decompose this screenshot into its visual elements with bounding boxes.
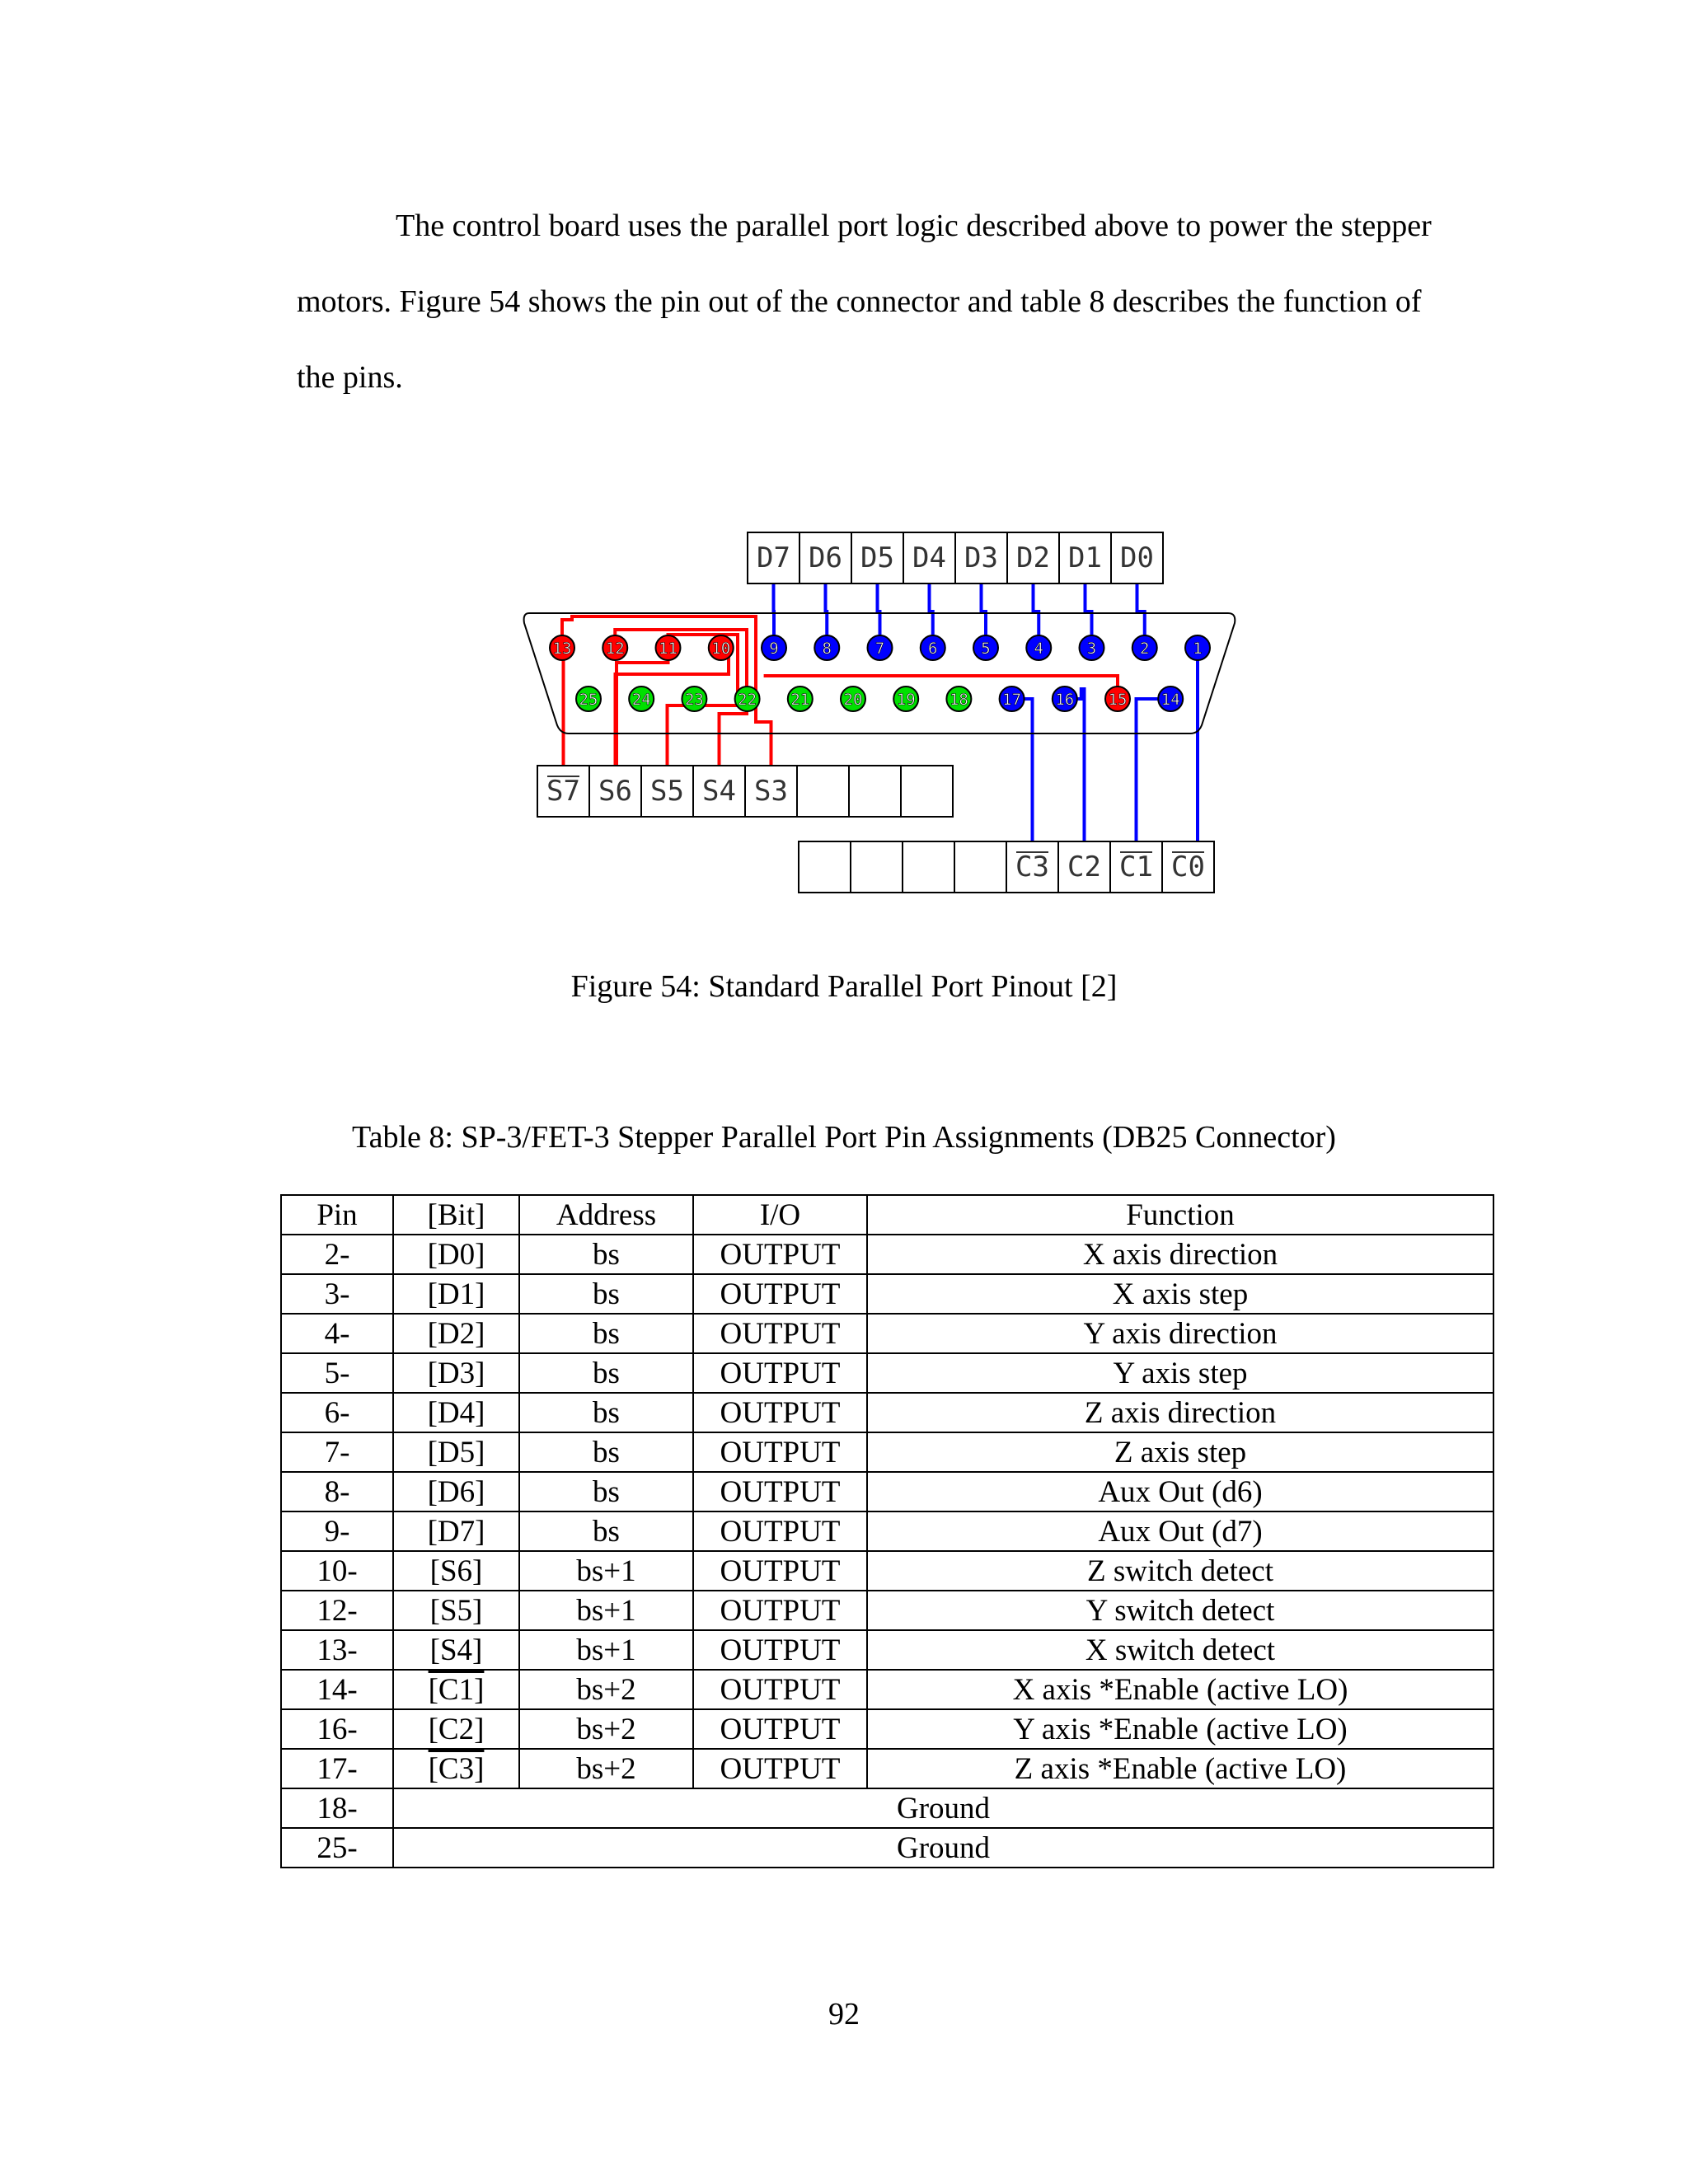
data-register-label: D0 (1120, 541, 1154, 574)
cell-bit: [D4] (393, 1393, 519, 1432)
cell-function: Y axis *Enable (active LO) (867, 1709, 1493, 1749)
status-register-label: S7 (546, 775, 580, 808)
pin-number: 15 (1108, 691, 1128, 709)
pin-number: 4 (1034, 640, 1043, 658)
pin-number: 7 (874, 640, 885, 658)
cell-io: OUTPUT (693, 1551, 867, 1591)
status-register-box (901, 766, 953, 817)
pin-number: 1 (1193, 640, 1203, 658)
cell-address: bs+1 (519, 1591, 693, 1630)
cell-bit: [S4] (393, 1630, 519, 1670)
cell-pin: 12- (281, 1591, 393, 1630)
cell-io: OUTPUT (693, 1709, 867, 1749)
pin-number: 18 (949, 691, 968, 709)
cell-io: OUTPUT (693, 1472, 867, 1511)
cell-function: Y axis step (867, 1353, 1493, 1393)
header-address: Address (519, 1195, 693, 1235)
pin-number: 5 (981, 640, 991, 658)
cell-io: OUTPUT (693, 1749, 867, 1788)
pin-number: 16 (1055, 691, 1075, 709)
pin-number: 3 (1086, 640, 1097, 658)
data-register-label: D1 (1068, 541, 1102, 574)
pin-number: 24 (631, 691, 651, 709)
table-body (281, 1235, 1493, 1868)
cell-io: OUTPUT (693, 1432, 867, 1472)
control-wire (1012, 699, 1033, 841)
pin-number: 21 (790, 691, 810, 709)
control-register-box (799, 841, 851, 893)
cell-function: Z axis direction (867, 1393, 1493, 1432)
cell-function: Y switch detect (867, 1591, 1493, 1630)
pin-number: 14 (1160, 691, 1180, 709)
cell-io: OUTPUT (693, 1274, 867, 1314)
header-io: I/O (693, 1195, 867, 1235)
table-row (281, 1551, 1493, 1591)
status-register-label: S5 (650, 775, 684, 808)
status-register-label: S3 (754, 775, 788, 808)
cell-bit: [D5] (393, 1432, 519, 1472)
table-caption: Table 8: SP-3/FET-3 Stepper Parallel Port Pin Assignments (DB25 Connector) (352, 1120, 1336, 1155)
cell-pin: 17- (281, 1749, 393, 1788)
cell-function: Z axis *Enable (active LO) (867, 1749, 1493, 1788)
cell-io: OUTPUT (693, 1393, 867, 1432)
cell-pin: 7- (281, 1432, 393, 1472)
cell-bit: [D7] (393, 1511, 519, 1551)
cell-bit: [D6] (393, 1472, 519, 1511)
table-row (281, 1314, 1493, 1353)
cell-bit: [S6] (393, 1551, 519, 1591)
status-wire (562, 648, 564, 766)
cell-address: bs (519, 1432, 693, 1472)
table-row (281, 1788, 1493, 1828)
pin-number: 19 (896, 691, 916, 709)
cell-bit: [S5] (393, 1591, 519, 1630)
figure-caption: Figure 54: Standard Parallel Port Pinout [2] (570, 969, 1118, 1004)
data-register-label: D7 (757, 541, 790, 574)
cell-io: OUTPUT (693, 1511, 867, 1551)
cell-pin: 9- (281, 1511, 393, 1551)
control-register-box (903, 841, 954, 893)
pin-number: 23 (684, 691, 704, 709)
header-bit: [Bit] (393, 1195, 519, 1235)
table-row (281, 1709, 1493, 1749)
cell-function: X axis step (867, 1274, 1493, 1314)
cell-function: X switch detect (867, 1630, 1493, 1670)
cell-function: X axis *Enable (active LO) (867, 1670, 1493, 1709)
pin-number: 13 (552, 640, 572, 658)
pin-number: 10 (711, 640, 731, 658)
cell-bit: [D2] (393, 1314, 519, 1353)
control-register-box (851, 841, 903, 893)
cell-pin: 2- (281, 1235, 393, 1274)
cell-pin: 8- (281, 1472, 393, 1511)
table-header-row (281, 1195, 1493, 1235)
control-register-label: C2 (1067, 851, 1101, 883)
cell-address: bs (519, 1472, 693, 1511)
cell-function: Ground (393, 1828, 1493, 1868)
cell-io: OUTPUT (693, 1630, 867, 1670)
status-register-label: S6 (598, 775, 632, 808)
pin-number: 11 (659, 640, 678, 658)
pin-number: 6 (928, 640, 938, 658)
control-register-box (954, 841, 1006, 893)
cell-address: bs (519, 1393, 693, 1432)
cell-address: bs (519, 1511, 693, 1551)
paragraph-text: The control board uses the parallel port logic described above to power the stepper motors. Figure 54 shows the pin out of the connector and table 8 describes the function of the pins. (297, 209, 1432, 395)
control-register-label: C3 (1015, 851, 1049, 883)
pin-number: 8 (822, 640, 832, 658)
status-register-label: S4 (702, 775, 736, 808)
pin-number: 9 (769, 640, 779, 658)
status-register-box (797, 766, 849, 817)
cell-pin: 6- (281, 1393, 393, 1432)
table-row (281, 1749, 1493, 1788)
table-row (281, 1353, 1493, 1393)
data-register-label: D2 (1016, 541, 1050, 574)
cell-bit: [D0] (393, 1235, 519, 1274)
cell-io: OUTPUT (693, 1670, 867, 1709)
table-row (281, 1393, 1493, 1432)
control-register-label: C1 (1119, 851, 1153, 883)
cell-function: Aux Out (d7) (867, 1511, 1493, 1551)
status-register-box (849, 766, 901, 817)
table-row (281, 1591, 1493, 1630)
cell-pin: 25- (281, 1828, 393, 1868)
cell-address: bs+1 (519, 1551, 693, 1591)
cell-bit: [C2] (393, 1709, 519, 1749)
cell-address: bs+2 (519, 1749, 693, 1788)
cell-address: bs+2 (519, 1709, 693, 1749)
cell-io: OUTPUT (693, 1353, 867, 1393)
data-register-label: D3 (964, 541, 998, 574)
data-register-label: D5 (860, 541, 894, 574)
cell-pin: 3- (281, 1274, 393, 1314)
cell-pin: 14- (281, 1670, 393, 1709)
cell-function: Z axis step (867, 1432, 1493, 1472)
table-row (281, 1274, 1493, 1314)
pin-number: 25 (579, 691, 598, 709)
page-number: 92 (828, 1997, 860, 2032)
cell-function: Z switch detect (867, 1551, 1493, 1591)
pin-number: 20 (843, 691, 863, 709)
pin-number: 22 (738, 691, 757, 709)
cell-bit: [D3] (393, 1353, 519, 1393)
pin-number: 12 (605, 640, 625, 658)
control-register-label: C0 (1171, 851, 1205, 883)
table-row (281, 1828, 1493, 1868)
control-wire (1065, 689, 1085, 841)
cell-pin: 5- (281, 1353, 393, 1393)
table-row (281, 1630, 1493, 1670)
pin-number: 2 (1140, 640, 1150, 658)
cell-io: OUTPUT (693, 1591, 867, 1630)
table-row (281, 1235, 1493, 1274)
cell-pin: 4- (281, 1314, 393, 1353)
table-row (281, 1670, 1493, 1709)
cell-pin: 16- (281, 1709, 393, 1749)
cell-pin: 10- (281, 1551, 393, 1591)
cell-address: bs+1 (519, 1630, 693, 1670)
cell-bit: [C1] (393, 1670, 519, 1709)
cell-address: bs (519, 1235, 693, 1274)
cell-function: X axis direction (867, 1235, 1493, 1274)
header-function: Function (867, 1195, 1493, 1235)
header-pin: Pin (281, 1195, 393, 1235)
cell-bit: [C3] (393, 1749, 519, 1788)
parallel-port-pinout-figure (0, 0, 1688, 931)
cell-pin: 13- (281, 1630, 393, 1670)
control-wire (1137, 699, 1171, 841)
pin-assignment-table (280, 1194, 1494, 1868)
cell-function: Aux Out (d6) (867, 1472, 1493, 1511)
table-row (281, 1432, 1493, 1472)
table-row (281, 1511, 1493, 1551)
table-row (281, 1472, 1493, 1511)
cell-io: OUTPUT (693, 1314, 867, 1353)
pin-number: 17 (1002, 691, 1022, 709)
cell-function: Ground (393, 1788, 1493, 1828)
cell-address: bs (519, 1353, 693, 1393)
cell-function: Y axis direction (867, 1314, 1493, 1353)
cell-address: bs (519, 1314, 693, 1353)
data-register-label: D6 (809, 541, 842, 574)
data-register-label: D4 (912, 541, 946, 574)
cell-address: bs (519, 1274, 693, 1314)
cell-io: OUTPUT (693, 1235, 867, 1274)
cell-bit: [D1] (393, 1274, 519, 1314)
cell-pin: 18- (281, 1788, 393, 1828)
cell-address: bs+2 (519, 1670, 693, 1709)
